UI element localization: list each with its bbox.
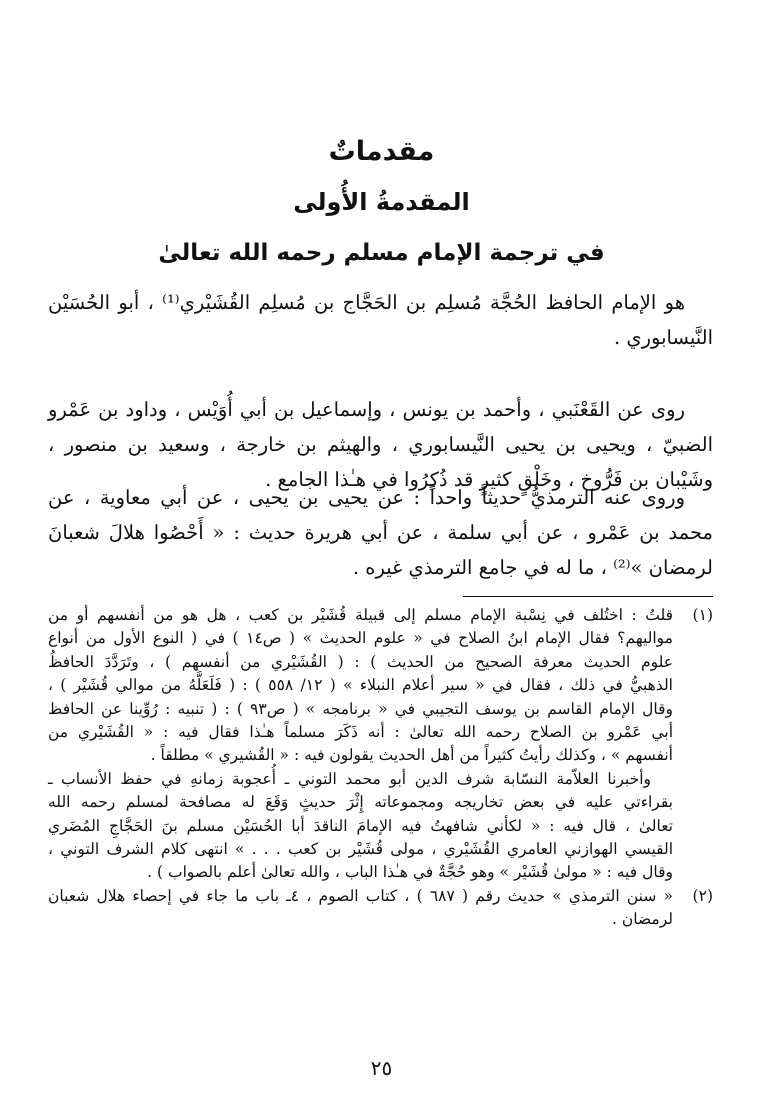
footnote-line: قلتُ : اختُلف في نِسْبة الإمام مسلم إلى قبيلة قُشَيْر بن كعب ، هل هو من أنفسهم أو من <box>48 606 673 624</box>
footnote-line: لرمضان . <box>612 910 673 929</box>
paragraph-intro <box>48 285 713 355</box>
footnote-line: وأخبرنا العلاّمة النسّابة شرف الدين أبو محمد التوني ـ أُعجوبة زمانهِ في حفظ الأنساب ـ <box>48 769 651 788</box>
footnote-number: (١) <box>692 606 713 624</box>
chapter-subtitle: في ترجمة الإمام مسلم رحمه الله تعالىٰ <box>158 240 605 266</box>
chapter-title: المقدمةُ الأُولى <box>293 188 470 216</box>
footnote-line: وقال الإمام القاسم بن يوسف التجيبي في « برنامجه » ( ص٩٣ ) : ( تنبيه : رُوِّينا عن الحافظ <box>48 699 673 718</box>
paragraph-narrators <box>48 480 713 585</box>
footnote-line: القيسي الهوازني العامري القُشَيْري ، مولى قُشَيْر بن كعب . . . » انتهى كلام الشرف التوني ، <box>48 840 673 859</box>
paragraph-line: روى عن القَعْنَبي ، وأحمد بن يونس ، وإسماعيل بن أبي أُوَيْس ، وداود بن عَمْرو <box>48 398 685 421</box>
footnote-line: علوم الحديث معرفة الصحيح من الحديث ) : ( القُشَيْري من أنفسهم ) ، وتَرَدَّدَ الحافظُ <box>48 652 673 671</box>
footnote-1 <box>48 604 713 885</box>
footnote-line: أبي عَمْرو بن الصلاح رحمه الله تعالىٰ : أنه ذَكَرَ مسلماً هـٰذا فقال فيه : « القُشَيْري من <box>48 723 673 742</box>
paragraph-line: لرمضان »⁽²⁾ ، ما له في جامع الترمذي غيره . <box>352 556 713 579</box>
paragraph-line: النَّيسابوري . <box>613 326 713 349</box>
footnote-line: تعالىٰ ، قال فيه : « لكأني شافهتُ فيه الإمامَ الناقدَ أبا الحُسَيْن مسلم بنَ الحَجَّاجِ المُضَري <box>48 816 673 835</box>
footnote-line: وقال فيه : « مولىٰ قُشَيْر » وهو حُجَّةٌ في هـٰذا الباب ، والله تعالىٰ أعلم بالصواب ) . <box>147 863 673 882</box>
paragraph-line: وشَيْبان بن فَرُّوخ ، وخَلْقٍ كثيرٍ قد ذُكِرُوا في هـٰذا الجامع . <box>265 468 713 491</box>
footnote-line: الذهبيُّ في ذلك ، فقال في « سير أعلام النبلاء » ( ١٢/ ٥٥٨ ) : ( فَلَعَلَّهُ من موالي قُشَيْر ) ، <box>48 676 673 695</box>
footnote-number: (٢) <box>692 886 713 905</box>
page-number: ٢٥ <box>370 1056 393 1080</box>
footnote-line: بقراءتي عليه في بعض تخاريجه ومجموعاته إِثْرَ حديثٍ وَقَعَ له مصافحة لمسلم رحمه الله <box>48 793 673 812</box>
section-title: مقدماتٌ <box>328 136 435 167</box>
footnote-divider <box>463 596 713 597</box>
footnote-2 <box>48 885 713 932</box>
footnotes <box>48 604 713 932</box>
footnote-line: « سنن الترمذي » حديث رقم ( ٦٨٧ ) ، كتاب الصوم ، ٤ـ باب ما جاء في إحصاء هلال شعبان <box>48 886 673 905</box>
paragraph-line: الضبيّ ، ويحيى بن يحيى النَّيسابوري ، والهيثم بن خارجة ، وسعيد بن منصور ، <box>48 433 713 456</box>
paragraph-line: محمد بن عَمْرو ، عن أبي سلمة ، عن أبي هريرة حديث : « أَحْصُوا هلالَ شعبانَ <box>48 521 713 544</box>
footnote-line: مواليهم؟ فقال الإمام ابنُ الصلاح في « علوم الحديث » ( ص١٤ ) في ( النوع الأول من أنواع <box>48 629 673 648</box>
footnote-line: أنفسهم » ، وكذلك رأيتُ كثيراً من أهل الحديث يقولون فيه : « القُشيري » مطلقاً . <box>150 746 673 765</box>
paragraph-line: هو الإمام الحافظ الحُجَّة مُسلِم بن الحَجَّاج بن مُسلِم القُشَيْري⁽¹⁾ ، أبو الحُسَيْن <box>48 291 685 314</box>
paragraph-line: وروى عنه الترمذيُّ حديثاً واحداً : عن يحيى بن يحيى ، عن أبي معاوية ، عن <box>48 486 685 509</box>
